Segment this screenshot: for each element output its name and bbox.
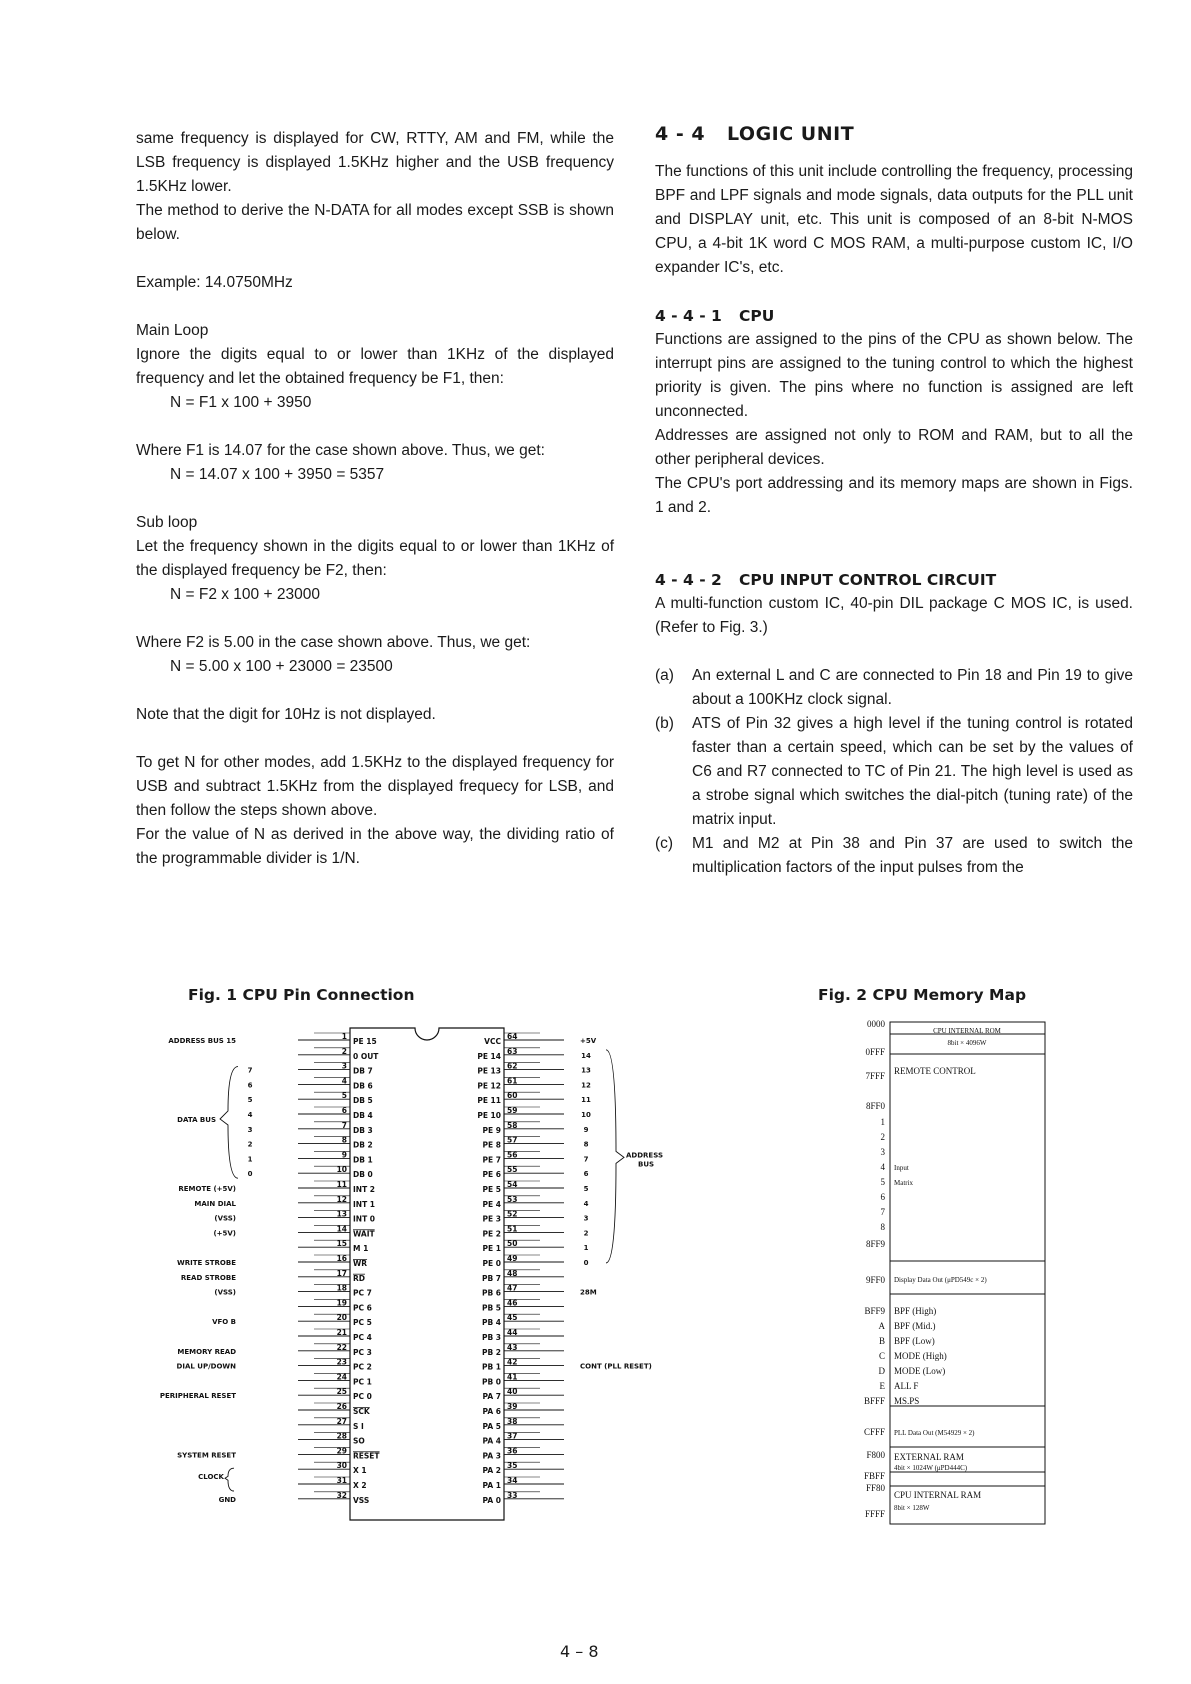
pin-number: 51 <box>507 1224 518 1234</box>
paragraph: For the value of N as derived in the above way, the dividing ratio of the programmable divider is 1/N. <box>136 826 614 867</box>
pin-number: 33 <box>507 1490 518 1500</box>
pin-name: PB 1 <box>481 1362 501 1372</box>
data-bit-label: 3 <box>247 1125 253 1134</box>
address-bit-label: 13 <box>581 1066 591 1075</box>
pin-number: 15 <box>336 1239 347 1249</box>
data-bit-label: 2 <box>247 1140 253 1149</box>
pin-name: PE 6 <box>482 1170 501 1180</box>
memory-region-sublabel: 4bit × 1024W (μPD444C) <box>894 1464 968 1472</box>
memory-map-frame <box>890 1022 1045 1524</box>
pin-number: 1 <box>341 1032 347 1041</box>
data-bit-label: 6 <box>247 1081 253 1090</box>
pin-name: PC 2 <box>353 1362 372 1372</box>
pin-name: PB 6 <box>481 1288 501 1298</box>
pin-name: PA 0 <box>482 1495 501 1505</box>
pin-number: 43 <box>507 1342 518 1352</box>
signal-label: READ STROBE <box>180 1273 236 1282</box>
memory-map-diagram <box>840 1014 1070 1534</box>
data-bus-brace <box>220 1067 238 1179</box>
pin-name: PE 10 <box>477 1111 501 1120</box>
address-bit-label: 11 <box>581 1096 591 1105</box>
address-bit-label: 3 <box>583 1214 589 1223</box>
signal-label: REMOTE (+5V) <box>178 1185 236 1193</box>
pin-number: 25 <box>336 1387 347 1397</box>
pin-number: 12 <box>336 1194 347 1204</box>
signal-label: SYSTEM RESET <box>177 1451 236 1460</box>
paragraph: A multi-function custom IC, 40-pin DIL package C MOS IC, is used. (Refer to Fig. 3.) <box>655 595 1133 636</box>
address-label: 8 <box>880 1222 885 1232</box>
address-label: C <box>878 1351 885 1361</box>
fig1-title: Fig. 1 CPU Pin Connection <box>188 986 415 1004</box>
pin-name: DB 7 <box>353 1066 373 1076</box>
paragraph: same frequency is displayed for CW, RTTY, AM and FM, while the LSB frequency is displayed 1.5KHz higher and the USB frequency 1.5KHz lower. <box>136 130 614 195</box>
pin-name: PE 12 <box>477 1081 501 1091</box>
memory-region-label: BPF (High) <box>894 1306 937 1316</box>
pin-number: 14 <box>336 1224 347 1234</box>
memory-region-label: Matrix <box>894 1179 914 1187</box>
pin-name: PC 6 <box>353 1303 372 1313</box>
address-bit-label: 6 <box>583 1170 589 1179</box>
address-label: 5 <box>880 1177 885 1187</box>
pin-number: 61 <box>507 1076 518 1086</box>
memory-region-label: EXTERNAL RAM <box>894 1452 964 1462</box>
pin-name: PE 8 <box>482 1140 501 1150</box>
subsection-title: CPU <box>739 307 775 325</box>
signal-label: MEMORY READ <box>177 1347 236 1356</box>
address-label: 6 <box>880 1192 885 1202</box>
memory-region-label: Display Data Out (μPD549c × 2) <box>894 1276 987 1284</box>
address-label: A <box>878 1321 885 1331</box>
pin-number: 8 <box>341 1135 347 1145</box>
pin-number: 31 <box>336 1476 347 1485</box>
address-label: E <box>879 1381 885 1391</box>
address-bit-label: 8 <box>583 1140 589 1149</box>
memory-region-label: CPU INTERNAL ROM <box>933 1027 1001 1035</box>
pin-name: PC 3 <box>353 1347 372 1357</box>
data-bit-label: 4 <box>247 1111 253 1119</box>
signal-label: VFO B <box>212 1318 236 1327</box>
pin-name: PE 13 <box>477 1066 501 1076</box>
pin-number: 9 <box>341 1150 347 1160</box>
signal-label: CONT (PLL RESET) <box>580 1362 652 1371</box>
pin-number: 11 <box>336 1180 347 1189</box>
pin-name: PE 11 <box>477 1096 501 1106</box>
memory-region-label: Input <box>894 1164 909 1172</box>
address-bit-label: 0 <box>583 1259 589 1267</box>
pin-number: 50 <box>507 1239 518 1249</box>
pin-name: DB 5 <box>353 1096 373 1106</box>
data-bit-label: 5 <box>247 1096 253 1105</box>
page-number: 4 – 8 <box>560 1642 599 1661</box>
pin-number: 32 <box>336 1490 347 1500</box>
address-bus-brace <box>606 1050 624 1263</box>
pin-number: 29 <box>336 1446 347 1456</box>
right-column <box>655 122 1133 880</box>
pin-number: 54 <box>507 1180 518 1189</box>
pin-number: 56 <box>507 1150 518 1160</box>
address-bit-label: 10 <box>581 1111 591 1119</box>
address-label: CFFF <box>863 1427 885 1437</box>
signal-label: DATA BUS <box>177 1116 216 1124</box>
address-label: 7FFF <box>865 1071 885 1081</box>
pin-name: PB 3 <box>481 1333 501 1342</box>
pin-number: 46 <box>507 1298 518 1308</box>
pin-number: 57 <box>507 1135 518 1145</box>
pin-number: 40 <box>507 1387 518 1397</box>
subsection-number: 4 - 4 - 1 <box>655 307 722 325</box>
fig2-title: Fig. 2 CPU Memory Map <box>818 986 1027 1004</box>
address-label: 1 <box>880 1117 885 1127</box>
data-bit-label: 0 <box>247 1170 253 1179</box>
pin-number: 64 <box>507 1032 518 1041</box>
pin-number: 19 <box>336 1298 347 1308</box>
pin-name: PE 3 <box>482 1214 501 1224</box>
address-label: FFFF <box>864 1509 885 1519</box>
pin-name: PA 2 <box>482 1466 501 1476</box>
pin-name: PC 0 <box>353 1392 372 1402</box>
formula: N = F1 x 100 + 3950 <box>170 394 312 411</box>
address-label: 8FF9 <box>865 1239 885 1249</box>
list-item <box>655 832 1133 880</box>
data-bit-label: 7 <box>247 1066 253 1075</box>
subsection-title: CPU INPUT CONTROL CIRCUIT <box>739 571 997 589</box>
paragraph: To get N for other modes, add 1.5KHz to the displayed frequency for USB and subtract 1.5KHz from the displayed frequecy for LSB, and then follow the steps shown above. <box>136 754 614 819</box>
pin-number: 47 <box>507 1283 518 1293</box>
pin-number: 10 <box>336 1165 347 1175</box>
signal-label: ADDRESS <box>626 1151 663 1160</box>
signal-label: (VSS) <box>214 1288 236 1297</box>
paragraph: The CPU's port addressing and its memory maps are shown in Figs. 1 and 2. <box>655 475 1133 516</box>
pin-number: 55 <box>507 1165 518 1175</box>
pin-name: SO <box>353 1436 365 1446</box>
address-bit-label: 4 <box>583 1199 589 1208</box>
pin-name: PE 5 <box>482 1185 501 1194</box>
paragraph: Where F1 is 14.07 for the case shown above. Thus, we get: <box>136 442 545 459</box>
pin-name: PA 5 <box>482 1421 501 1431</box>
pin-name: PB 4 <box>481 1318 501 1328</box>
pin-name: PA 7 <box>482 1392 501 1402</box>
pin-name: INT 1 <box>353 1199 376 1209</box>
list-label: (a) <box>655 667 674 684</box>
pin-name: PB 5 <box>481 1303 501 1313</box>
pin-number: 13 <box>336 1209 347 1219</box>
address-label: BFFF <box>863 1396 885 1406</box>
pin-number: 16 <box>336 1254 347 1263</box>
pin-name: PC 7 <box>353 1288 372 1298</box>
pin-number: 49 <box>507 1254 518 1263</box>
pin-name: S I <box>353 1421 364 1431</box>
formula: N = 5.00 x 100 + 23000 = 23500 <box>170 658 393 675</box>
pin-number: 2 <box>341 1046 347 1056</box>
subsection-heading <box>655 304 1133 328</box>
pin-name: PE 4 <box>482 1199 501 1209</box>
pin-name: PE 1 <box>482 1244 501 1254</box>
pin-number: 18 <box>336 1283 347 1293</box>
list-text: M1 and M2 at Pin 38 and Pin 37 are used to switch the multiplication factors of the input pulses from the <box>692 835 1133 876</box>
pin-name: X 1 <box>353 1466 367 1476</box>
paragraph: Ignore the digits equal to or lower than 1KHz of the displayed frequency and let the obtained frequency be F1, then: <box>136 346 614 387</box>
pin-number: 5 <box>341 1091 347 1101</box>
signal-label: +5V <box>580 1037 597 1045</box>
pin-number: 21 <box>336 1328 347 1337</box>
pin-number: 30 <box>336 1461 347 1471</box>
pin-name: X 2 <box>353 1481 367 1490</box>
pin-number: 24 <box>336 1372 347 1382</box>
clock-brace <box>225 1468 234 1491</box>
pin-name: PB 0 <box>481 1377 501 1387</box>
signal-label: (+5V) <box>213 1229 236 1238</box>
list-label: (b) <box>655 715 674 732</box>
pin-number: 17 <box>336 1268 347 1278</box>
pin-name: PB 2 <box>481 1347 501 1357</box>
pin-number: 7 <box>341 1120 347 1130</box>
pin-number: 34 <box>507 1476 518 1485</box>
pin-name: DB 4 <box>353 1111 373 1120</box>
subsection-heading <box>655 568 1133 592</box>
pin-number: 60 <box>507 1091 518 1101</box>
address-label: BFF9 <box>864 1306 885 1316</box>
subsection-number: 4 - 4 - 2 <box>655 571 722 589</box>
example-line: Example: 14.0750MHz <box>136 274 293 291</box>
signal-label: CLOCK <box>198 1473 224 1482</box>
pin-name: PE 0 <box>482 1259 501 1268</box>
memory-region-label: REMOTE CONTROL <box>894 1066 976 1076</box>
address-label: F800 <box>866 1450 885 1460</box>
sub-loop-heading: Sub loop <box>136 514 198 531</box>
formula: N = F2 x 100 + 23000 <box>170 586 320 603</box>
pin-name: PA 4 <box>482 1436 501 1446</box>
pin-number: 52 <box>507 1209 518 1219</box>
memory-region-sublabel: 8bit × 128W <box>894 1504 930 1512</box>
pin-number: 58 <box>507 1120 518 1130</box>
pin-name: PA 6 <box>482 1407 501 1416</box>
pin-name: PE 9 <box>482 1125 501 1135</box>
memory-region-label: MODE (High) <box>894 1351 947 1361</box>
memory-region-label: BPF (Low) <box>894 1336 935 1346</box>
cpu-pin-diagram <box>150 1020 670 1540</box>
pin-number: 53 <box>507 1194 518 1204</box>
pin-name: DB 1 <box>353 1155 373 1165</box>
address-label: 0FFF <box>865 1047 885 1057</box>
section-number: 4 - 4 <box>655 123 706 145</box>
pin-name: WR <box>353 1259 368 1268</box>
pin-name: VSS <box>353 1495 370 1505</box>
left-column <box>136 127 614 871</box>
pin-number: 63 <box>507 1046 518 1056</box>
memory-region-label: BPF (Mid.) <box>894 1321 936 1331</box>
pin-number: 62 <box>507 1061 518 1071</box>
signal-label: MAIN DIAL <box>194 1199 236 1208</box>
pin-name: RD <box>353 1273 366 1283</box>
pin-number: 28 <box>336 1431 347 1441</box>
data-bit-label: 1 <box>247 1155 253 1164</box>
pin-name: DB 3 <box>353 1125 373 1135</box>
pin-name: RESET <box>353 1451 380 1461</box>
address-label: 4 <box>880 1162 885 1172</box>
address-label: 8FF0 <box>865 1101 885 1111</box>
pin-number: 59 <box>507 1106 518 1115</box>
main-loop-heading: Main Loop <box>136 322 209 339</box>
address-bit-label: 12 <box>581 1081 591 1090</box>
address-label: 0000 <box>867 1019 885 1029</box>
pin-number: 27 <box>336 1416 347 1426</box>
memory-region-label: CPU INTERNAL RAM <box>894 1490 982 1500</box>
pin-name: M 1 <box>353 1244 369 1254</box>
address-label: 9FF0 <box>865 1275 885 1285</box>
pin-name: PE 2 <box>482 1229 501 1239</box>
address-label: B <box>878 1336 885 1346</box>
formula: N = 14.07 x 100 + 3950 = 5357 <box>170 466 385 483</box>
pin-name: WAIT <box>353 1229 375 1239</box>
memory-region-label: MS.PS <box>894 1396 920 1406</box>
pin-number: 20 <box>336 1313 347 1323</box>
paragraph: Addresses are assigned not only to ROM and RAM, but to all the other peripheral devices. <box>655 427 1133 468</box>
pin-name: PC 1 <box>353 1377 372 1387</box>
pin-number: 39 <box>507 1402 518 1411</box>
list-item <box>655 712 1133 832</box>
pin-number: 38 <box>507 1416 518 1426</box>
pin-name: INT 0 <box>353 1214 376 1224</box>
pin-name: PB 7 <box>481 1273 501 1283</box>
pin-name: VCC <box>484 1037 501 1046</box>
pin-name: 0 OUT <box>353 1051 379 1061</box>
section-title: LOGIC UNIT <box>727 123 855 145</box>
pin-number: 22 <box>336 1342 347 1352</box>
address-bit-label: 9 <box>583 1125 589 1134</box>
pin-number: 26 <box>336 1402 347 1411</box>
signal-label: PERIPHERAL RESET <box>159 1392 236 1401</box>
memory-region-sublabel: 8bit × 4096W <box>947 1039 987 1047</box>
signal-label: BUS <box>638 1160 655 1169</box>
address-bit-label: 7 <box>583 1155 589 1164</box>
pin-number: 44 <box>507 1328 518 1337</box>
pin-name: PE 15 <box>353 1037 377 1046</box>
address-label: FBFF <box>863 1471 885 1481</box>
pin-name: PE 7 <box>482 1155 501 1165</box>
pin-number: 42 <box>507 1357 518 1367</box>
pin-number: 48 <box>507 1268 518 1278</box>
pin-number: 37 <box>507 1431 518 1441</box>
signal-label: (VSS) <box>214 1214 236 1223</box>
signal-label: DIAL UP/DOWN <box>176 1362 236 1371</box>
address-label: FF80 <box>865 1483 885 1493</box>
list-text: An external L and C are connected to Pin 18 and Pin 19 to give about a 100KHz clock signal. <box>692 667 1133 708</box>
address-label: 3 <box>880 1147 885 1157</box>
pin-name: PA 3 <box>482 1451 501 1461</box>
list-text: ATS of Pin 32 gives a high level if the tuning control is rotated faster than a certain speed, which can be set by the values of C6 and R7 connected to TC of Pin 21. The high level is used as a strobe signal which switches the dial-pitch (tuning rate) of the matrix input. <box>692 715 1133 828</box>
paragraph: Functions are assigned to the pins of the CPU as shown below. The interrupt pins are assigned to the tuning control to which the highest priority is given. The pins where no function is assigned are left unconnected. <box>655 331 1133 420</box>
pin-name: PC 4 <box>353 1333 372 1342</box>
pin-number: 6 <box>341 1106 347 1115</box>
address-bit-label: 1 <box>583 1244 589 1253</box>
pin-name: SCK <box>353 1407 370 1416</box>
pin-name: DB 6 <box>353 1081 373 1091</box>
pin-name: PE 14 <box>477 1051 501 1061</box>
address-bit-label: 5 <box>583 1185 589 1193</box>
address-bit-label: 14 <box>581 1051 591 1060</box>
pin-number: 45 <box>507 1313 518 1323</box>
section-heading <box>655 122 1133 146</box>
pin-name: INT 2 <box>353 1185 376 1194</box>
paragraph: The functions of this unit include controlling the frequency, processing BPF and LPF signals and mode signals, data outputs for the PLL unit and DISPLAY unit, etc. This unit is composed of an 8-bit N-MOS CPU, a 4-bit 1K word C MOS RAM, a multi-purpose custom IC, I/O expander IC's, etc. <box>655 163 1133 276</box>
memory-region-label: ALL F <box>894 1381 919 1391</box>
signal-label: GND <box>218 1495 236 1504</box>
address-label: D <box>878 1366 885 1376</box>
list-item <box>655 664 1133 712</box>
address-label: 2 <box>880 1132 885 1142</box>
pin-name: PA 1 <box>482 1481 501 1490</box>
pin-number: 41 <box>507 1372 518 1382</box>
paragraph: The method to derive the N-DATA for all modes except SSB is shown below. <box>136 202 614 243</box>
pin-number: 36 <box>507 1446 518 1456</box>
signal-label: 28M <box>580 1288 597 1297</box>
address-bit-label: 2 <box>583 1229 589 1238</box>
memory-region-label: MODE (Low) <box>894 1366 946 1376</box>
pin-name: DB 2 <box>353 1140 373 1150</box>
paragraph: Let the frequency shown in the digits equal to or lower than 1KHz of the displayed frequency be F2, then: <box>136 538 614 579</box>
pin-number: 23 <box>336 1357 347 1367</box>
memory-region-label: PLL Data Out (M54929 × 2) <box>894 1429 975 1437</box>
pin-name: PC 5 <box>353 1318 372 1328</box>
pin-number: 4 <box>341 1076 347 1086</box>
paragraph: Note that the digit for 10Hz is not displayed. <box>136 706 436 723</box>
signal-label: WRITE STROBE <box>177 1259 236 1267</box>
pin-number: 3 <box>341 1061 347 1071</box>
paragraph: Where F2 is 5.00 in the case shown above. Thus, we get: <box>136 634 531 651</box>
pin-name: DB 0 <box>353 1170 373 1180</box>
address-label: 7 <box>880 1207 885 1217</box>
signal-label: ADDRESS BUS 15 <box>168 1037 236 1045</box>
list-label: (c) <box>655 835 674 852</box>
pin-number: 35 <box>507 1461 518 1471</box>
